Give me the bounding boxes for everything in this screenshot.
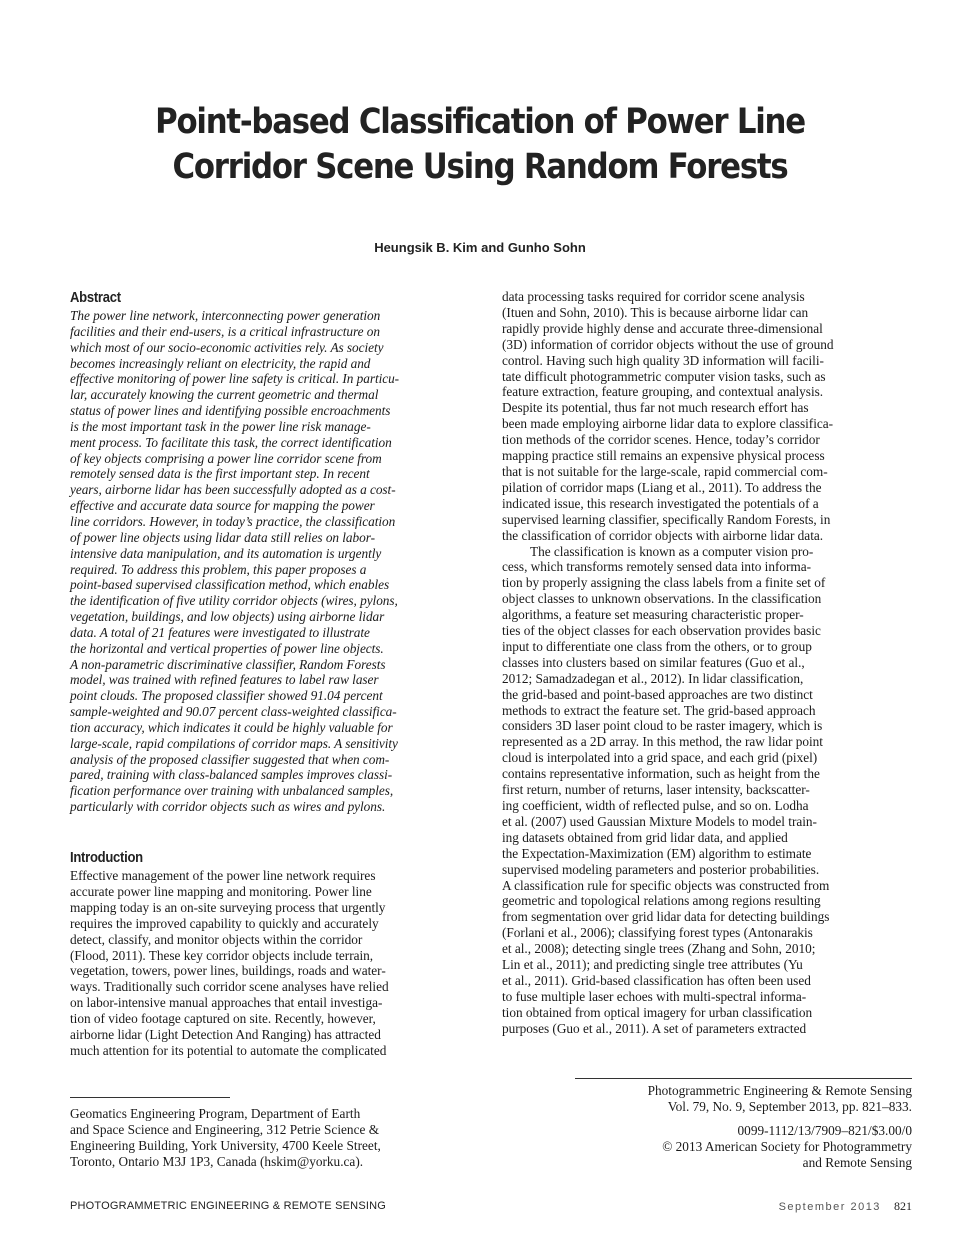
- footer-date: September 2013: [778, 1201, 881, 1213]
- paper-title: [110, 100, 849, 190]
- text-line: analysis of the proposed classifier suggested that when com-: [70, 751, 390, 767]
- text-line: geometric and topological relations among regions resulting: [502, 893, 821, 909]
- text-line: remotely sensed data is the first important step. In recent: [70, 466, 370, 482]
- text-line: (3D) information of corridor objects without the use of ground: [502, 336, 834, 352]
- text-line: Effective management of the power line network requires: [70, 868, 376, 883]
- text-line: sample-weighted and 90.07 percent class-weighted classifica-: [70, 704, 397, 720]
- text-line: fication performance over training with unbalanced samples,: [70, 783, 394, 799]
- right-column: [502, 289, 914, 1037]
- text-line: tion accuracy, which indicates it could be highly valuable for: [70, 719, 393, 735]
- text-line: from segmentation over grid lidar data for detecting buildings: [502, 909, 830, 925]
- text-line: of key objects comprising a power line corridor scene from: [70, 450, 382, 466]
- text-line: to fuse multiple laser echoes with multi-spectral informa-: [502, 988, 807, 1004]
- text-line: that is not suitable for the large-scale, rapid commercial com-: [502, 463, 828, 479]
- text-line: data. A total of 21 features were investigated to illustrate: [70, 624, 370, 640]
- text-line: et al., 2008); detecting single trees (Zhang and Sohn, 2010;: [502, 941, 816, 957]
- text-line: been made employing airborne lidar data to explore classifica-: [502, 416, 834, 432]
- text-line: data processing tasks required for corridor scene analysis: [502, 289, 805, 304]
- text-line: which most of our socio-economic activities rely. As society: [70, 339, 384, 355]
- journal-volume: Vol. 79, No. 9, September 2013, pp. 821–833.: [667, 1099, 912, 1114]
- text-line: and Space Science and Engineering, 312 Petrie Science &: [70, 1122, 380, 1137]
- text-line: supervised modeling parameters and posterior probabilities.: [502, 861, 820, 877]
- text-line: line corridors. However, in today’s practice, the classification: [70, 513, 396, 529]
- text-line: ing coefficient, width of reflected pulse, and so on. Lodha: [502, 798, 809, 813]
- text-line: effective and accurate data source for mapping the power: [70, 498, 375, 514]
- page-number: 821: [894, 1199, 912, 1213]
- text-line: indicated issue, this research investigated the potentials of a: [502, 495, 819, 511]
- text-line: accurate power line mapping and monitoring. Power line: [70, 883, 372, 899]
- text-line: Lin et al., 2011); and predicting single tree attributes (Yu: [502, 957, 803, 973]
- abstract-heading: Abstract: [70, 290, 121, 306]
- text-line: contains representative information, such as height from the: [502, 766, 820, 782]
- text-line: control. Having such high quality 3D information will facili-: [502, 352, 824, 368]
- text-line: input to differentiate one class from the others, or to group: [502, 638, 812, 654]
- text-line: the identification of five utility corridor objects (wires, pylons,: [70, 593, 398, 609]
- journal-info-rule: [575, 1078, 912, 1079]
- text-line: ways. Traditionally such corridor scene analyses have relied: [70, 979, 389, 995]
- text-line: the horizontal and vertical properties of power line objects.: [70, 640, 384, 656]
- text-line: 2012; Samadzadegan et al., 2012). In lidar classification,: [502, 670, 804, 686]
- text-line: methods to extract the feature set. The grid-based approach: [502, 702, 816, 718]
- text-line: et al., 2011). Grid-based classification has often been used: [502, 972, 811, 988]
- title-line: Corridor Scene Using Random Forests: [172, 147, 788, 187]
- title-line: Point-based Classification of Power Line: [155, 102, 805, 142]
- text-line: requires the improved capability to quickly and accurately: [70, 915, 379, 931]
- text-line: Toronto, Ontario M3J 1P3, Canada (hskim@yorku.ca).: [70, 1154, 364, 1169]
- text-line: required. To address this problem, this paper proposes a: [70, 561, 367, 577]
- text-line: mapping today is an on-site surveying process that urgently: [70, 899, 386, 915]
- text-line: the classification of corridor objects with airborne lidar data.: [502, 527, 824, 543]
- text-line: represented as a 2D array. In this method, the raw lidar point: [502, 734, 823, 750]
- right-paragraph-2: [502, 544, 914, 1037]
- text-line: cloud is interpolated into a grid space, and each grid (pixel): [502, 750, 818, 766]
- text-line: on labor-intensive manual approaches that entail investiga-: [70, 995, 383, 1011]
- copyright-line: and Remote Sensing: [802, 1155, 912, 1170]
- text-line: (Ituen and Sohn, 2010). This is because airborne lidar can: [502, 304, 809, 320]
- authors: Heungsik B. Kim and Gunho Sohn: [374, 240, 586, 255]
- text-line: cess, which transforms remotely sensed data into informa-: [502, 559, 812, 575]
- text-line: pilation of corridor maps (Liang et al., 2011). To address the: [502, 479, 822, 495]
- text-line: tion by properly assigning the class labels from a finite set of: [502, 575, 826, 591]
- footnote-rule: [70, 1097, 230, 1098]
- text-line: point clouds. The proposed classifier showed 91.04 percent: [70, 688, 383, 704]
- footer-right: [779, 1199, 912, 1214]
- abstract-body: [70, 308, 482, 815]
- text-line: Despite its potential, thus far not much research effort has: [502, 400, 809, 416]
- journal-info: [560, 1083, 912, 1171]
- text-line: facilities and their end-users, is a critical infrastructure on: [70, 323, 380, 339]
- text-line: tion methods of the corridor scenes. Hence, today’s corridor: [502, 432, 820, 448]
- text-line: Engineering Building, York University, 4700 Keele Street,: [70, 1138, 381, 1153]
- text-line: is the most important task in the power line risk manage-: [70, 418, 371, 434]
- text-line: first return, number of returns, laser intensity, backscatter-: [502, 782, 810, 798]
- text-line: The power line network, interconnecting power generation: [70, 308, 381, 323]
- text-line: feature extraction, feature grouping, and contextual analysis.: [502, 384, 824, 400]
- text-line: (Flood, 2011). These key corridor objects include terrain,: [70, 947, 374, 963]
- text-line: ment process. To facilitate this task, the correct identification: [70, 434, 392, 450]
- text-line: large-scale, rapid compilations of corridor maps. A sensitivity: [70, 735, 398, 751]
- text-line: rapidly provide highly dense and accurate three-dimensional: [502, 320, 823, 336]
- text-line: pared, training with class-balanced samples improves classi-: [70, 767, 393, 783]
- copyright-line: © 2013 American Society for Photogrammetry: [662, 1139, 912, 1154]
- text-line: vegetation, buildings, and low objects) using airborne lidar: [70, 609, 385, 625]
- text-line: model, was trained with refined features to label raw laser: [70, 672, 379, 688]
- text-line: becomes increasingly reliant on electricity, the rapid and: [70, 355, 371, 371]
- introduction-body: [70, 868, 482, 1059]
- text-line: considers 3D laser point cloud to be raster imagery, which is: [502, 718, 823, 734]
- text-line: object classes to unknown observations. In the classification: [502, 591, 822, 607]
- text-line: detect, classify, and monitor objects within the corridor: [70, 931, 363, 947]
- text-line: tion obtained from optical imagery for urban classification: [502, 1004, 813, 1020]
- text-line: supervised learning classifier, specifically Random Forests, in: [502, 511, 831, 527]
- text-line: tion of video footage captured on site. Recently, however,: [70, 1011, 376, 1027]
- left-column: [70, 288, 482, 1059]
- text-line: effective monitoring of power line safety is critical. In particu-: [70, 371, 400, 387]
- journal-name: Photogrammetric Engineering & Remote Sensing: [647, 1083, 912, 1098]
- text-line: mapping practice still remains an expensive physical process: [502, 448, 825, 464]
- text-line: the Expectation-Maximization (EM) algorithm to estimate: [502, 845, 812, 861]
- text-line: tate difficult photogrammetric computer vision tasks, such as: [502, 368, 826, 384]
- affiliation-footnote: [70, 1106, 480, 1170]
- text-line: years, airborne lidar has been successfully adopted as a cost-: [70, 482, 396, 498]
- text-line: purposes (Guo et al., 2011). A set of parameters extracted: [502, 1020, 807, 1036]
- text-line: ties of the object classes for each observation provides basic: [502, 623, 821, 639]
- text-line: ing datasets obtained from grid lidar data, and applied: [502, 829, 788, 845]
- text-line: algorithms, a feature set measuring characteristic proper-: [502, 607, 804, 623]
- text-line: of power line objects using lidar data still relies on labor-: [70, 529, 375, 545]
- text-line: (Forlani et al., 2006); classifying forest types (Antonarakis: [502, 925, 813, 941]
- text-line: airborne lidar (Light Detection And Ranging) has attracted: [70, 1027, 381, 1043]
- text-line: et al. (2007) used Gaussian Mixture Models to model train-: [502, 813, 817, 829]
- text-line: particularly with corridor objects such as wires and pylons.: [70, 799, 386, 815]
- footer-journal-name: PHOTOGRAMMETRIC ENGINEERING & REMOTE SENSING: [70, 1200, 387, 1212]
- text-line: Geomatics Engineering Program, Department of Earth: [70, 1106, 361, 1121]
- text-line: A classification rule for specific objects was constructed from: [502, 877, 830, 893]
- introduction-heading: Introduction: [70, 850, 143, 866]
- text-line: intensive data manipulation, and its automation is urgently: [70, 545, 382, 561]
- journal-code: 0099-1112/13/7909–821/$3.00/0: [737, 1123, 912, 1138]
- text-line: the grid-based and point-based approaches are two distinct: [502, 686, 813, 702]
- right-paragraph-1: [502, 289, 914, 544]
- text-line: vegetation, towers, power lines, buildings, roads and water-: [70, 963, 386, 979]
- text-line: much attention for its potential to automate the complicated: [70, 1042, 387, 1058]
- text-line: status of power lines and identifying possible encroachments: [70, 403, 391, 419]
- text-line: A non-parametric discriminative classifier, Random Forests: [70, 656, 386, 672]
- text-line: The classification is known as a computer vision pro-: [530, 543, 814, 559]
- text-line: classes into clusters based on similar features (Guo et al.,: [502, 654, 805, 670]
- text-line: point-based supervised classification method, which enables: [70, 577, 390, 593]
- text-line: lar, accurately knowing the current geometric and thermal: [70, 387, 379, 403]
